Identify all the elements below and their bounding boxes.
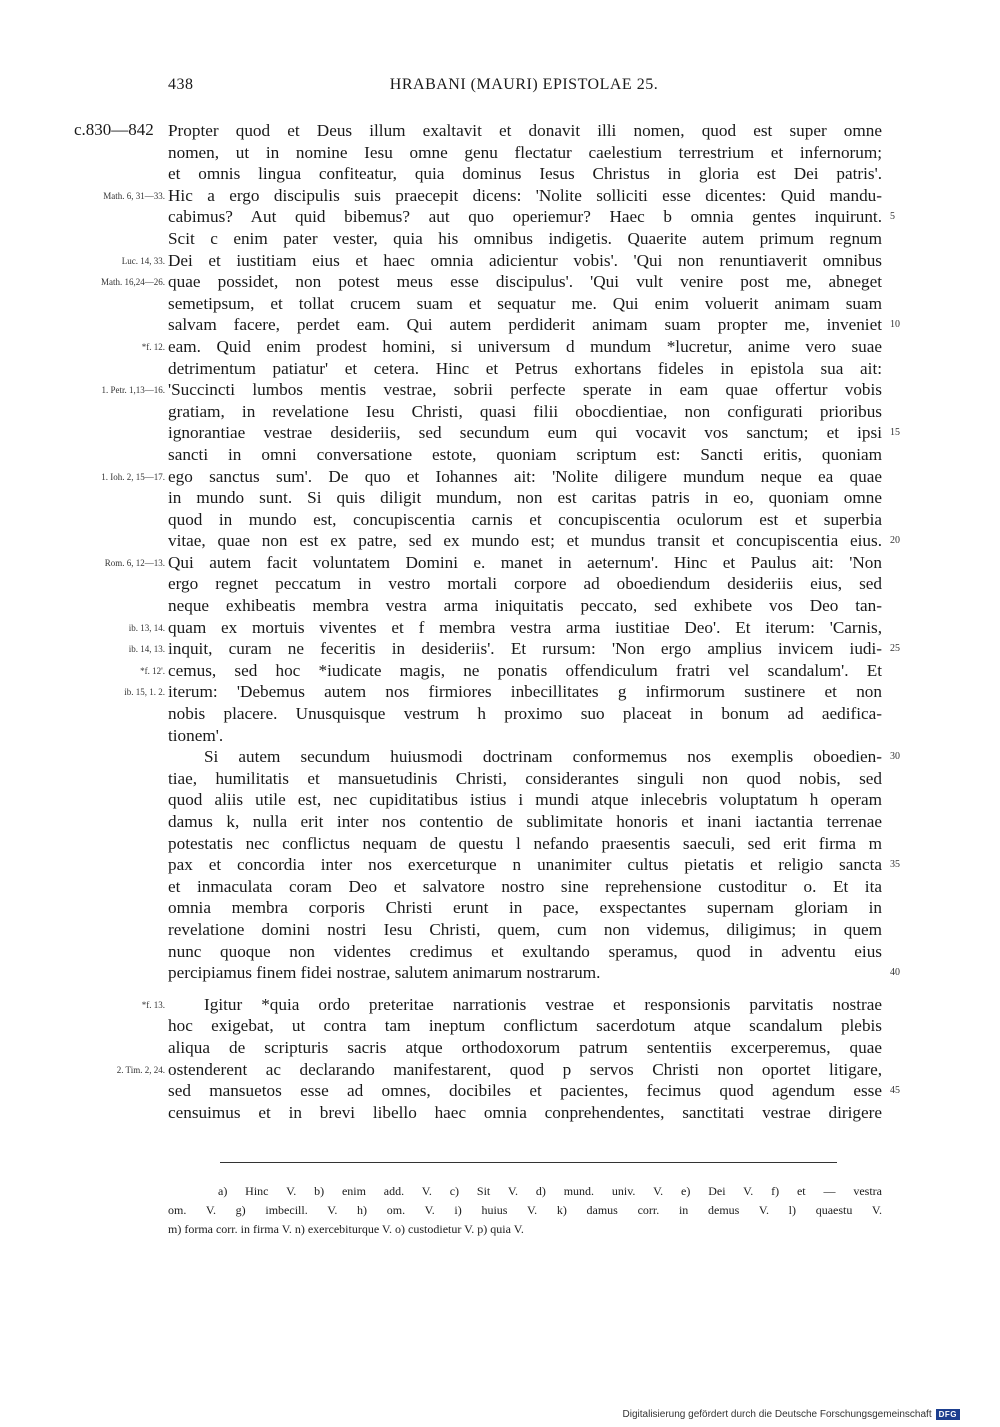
line-text: et inmaculata coram Deo et salvatore nostro sine reprehensione custoditur o. Et ita <box>168 876 882 896</box>
text-line <box>168 595 882 617</box>
line-text: Propter quod et Deus illum exaltavit et donavit illi nomen, quod est super omne <box>168 121 882 140</box>
text-line <box>168 530 900 552</box>
text-line <box>168 897 882 919</box>
line-text: eam. Quid enim prodest homini, si universum d mundum *lucretur, anime vero suae <box>168 336 882 356</box>
text-line <box>103 185 882 207</box>
date-margin-note: c.830—842 <box>74 120 154 139</box>
text-line <box>168 768 882 790</box>
line-text: nomen, ut in nomine Iesu omne genu flectatur caelestium terrestrium et infernorum; <box>168 142 882 162</box>
line-text: aliqua de scripturis sacris atque orthodoxorum patrum sententiis excerperemus, quae <box>168 1037 882 1057</box>
dfg-logo: DFG <box>936 1409 960 1420</box>
line-text: tiae, humilitatis et mansuetudinis Christi, considerantes singuli non quod nobis, sed <box>168 768 882 788</box>
bible-reference: *f. 12. <box>141 341 165 352</box>
line-text: in mundo sunt. Si quis diligit mundum, non est caritas patris in eo, quoniam omne <box>168 488 882 508</box>
text-line <box>124 681 882 703</box>
bible-reference: ib. 13, 14. <box>128 622 165 633</box>
line-text: Igitur *quia ordo preteritae narrationis vestrae et responsionis parvitatis nostrae <box>204 994 882 1014</box>
line-text: ergo regnet peccatum in vestro mortali corpore ad oboediendum desideriis eius, sed <box>168 574 882 594</box>
line-text: salvam facere, perdet eam. Qui autem perdiderit animam suam propter me, inveniet <box>168 315 882 335</box>
line-number: 45 <box>890 1085 900 1097</box>
footnotes <box>168 1182 882 1239</box>
line-text: 'Succincti lumbos mentis vestrae, sobrii perfecte sperate in eam quae offertur vobis <box>168 380 882 400</box>
text-line <box>104 552 882 574</box>
footnote-line: a) Hinc V. b) enim add. V. c) Sit V. d) mund. univ. V. e) Dei V. f) et — vestra <box>218 1184 882 1198</box>
line-text: Scit c enim pater vester, quia his omnibus indigetis. Quaerite autem primum regnum <box>168 228 882 248</box>
line-text: hoc exigebat, ut contra tam ineptum conflictum sacerdotum atque scandalum plebis <box>168 1016 882 1036</box>
text-line <box>168 206 895 228</box>
line-text: iterum: 'Debemus autem nos firmiores inbecillitates g infirmorum sustinere et non <box>168 682 882 702</box>
text-line <box>121 250 882 272</box>
text-line <box>168 876 882 898</box>
line-text: Qui autem facit voluntatem Domini e. manet in aeternum'. Hinc et Paulus ait: 'Non <box>168 552 882 572</box>
line-text: inquit, curam ne feceritis in desideriis'. Et rursum: 'Non ergo amplius invicem iudi- <box>168 639 882 659</box>
running-header <box>168 76 880 100</box>
line-text: vitae, quae non est ex patre, sed ex mundo est; et mundus transit et concupiscentia eius. <box>168 531 882 551</box>
line-text: censuimus et in brevi libello haec omnia conprehendentes, sanctitati vestrae dirigere <box>168 1102 882 1122</box>
line-text: sed mansuetos esse ad omnes, docibiles et pacientes, fecimus quod agendum esse <box>168 1081 882 1101</box>
line-number: 5 <box>890 211 895 223</box>
digitization-credit <box>623 1409 960 1420</box>
line-text: neque exhibeatis membra vestra arma iniquitatis peccato, sed exhibete vos Deo tan- <box>168 596 882 616</box>
text-line <box>168 142 882 164</box>
line-text: quam ex mortuis viventes et f membra vestra arma iustitiae Deo'. Et iterum: 'Carnis, <box>168 617 882 637</box>
line-text: tionem'. <box>168 725 224 745</box>
text-line <box>141 336 882 358</box>
text-line <box>168 163 882 185</box>
line-text: quod in mundo est, concupiscentia carnis et concupiscentia oculorum est et superbia <box>168 509 882 529</box>
text-line <box>168 962 900 984</box>
text-line <box>168 854 900 876</box>
text-line <box>168 703 882 725</box>
line-text: gratiam, in revelatione Iesu Christi, quasi filii obocdientiae, non configurati prioribus <box>168 401 882 421</box>
text-line <box>116 1059 882 1081</box>
bible-reference: ib. 14, 13. <box>128 644 165 655</box>
text-line <box>141 994 882 1016</box>
text-line <box>168 509 882 531</box>
text-line <box>168 1015 882 1037</box>
line-text: ignorantiae vestrae desideriis, sed secundum eum qui vocavit vos sanctum; et ipsi <box>168 423 882 443</box>
line-number: 10 <box>890 319 900 331</box>
bible-reference: *f. 12'. <box>140 665 165 676</box>
footnote-rule <box>220 1162 837 1163</box>
text-line <box>168 1037 882 1059</box>
line-text: omnia membra corporis Christi erunt in pace, exspectantes supernam gloriam in <box>168 898 882 918</box>
bible-reference: ib. 15, 1. 2. <box>124 687 165 698</box>
text-line <box>168 293 882 315</box>
text-line <box>168 789 882 811</box>
bible-reference: Rom. 6, 12—13. <box>104 557 165 568</box>
line-number: 35 <box>890 859 900 871</box>
text-line <box>168 1080 900 1102</box>
line-text: cabimus? Aut quid bibemus? aut quo operiemur? Haec b omnia gentes inquirunt. <box>168 207 882 227</box>
line-number: 40 <box>890 967 900 979</box>
paragraph-gap <box>168 984 882 994</box>
line-text: et omnis lingua confiteatur, quia dominus Iesus Christus in gloria est Dei patris'. <box>168 164 882 184</box>
line-text: percipiamus finem fidei nostrae, salutem animarum nostrarum. <box>168 963 601 983</box>
line-text: quod aliis utile est, nec cupiditatibus istius i mundi atque inlecebris voluptatum h operam <box>168 790 882 810</box>
line-text: sancti in omni conversatione estote, quoniam scriptum est: Sancti eritis, quoniam <box>168 444 882 464</box>
bible-reference: 1. Ioh. 2, 15—17. <box>101 471 165 482</box>
line-text: nunc quoque non videntes credimus et exultando speramus, quod in adventu eius <box>168 941 882 961</box>
text-line <box>168 487 882 509</box>
bible-reference: Math. 6, 31—33. <box>103 190 165 201</box>
text-line <box>168 228 882 250</box>
line-text: Dei et iustitiam eius et haec omnia adicientur vobis'. 'Qui non renuntiaverit omnibus <box>168 250 882 270</box>
footnote-line: m) forma corr. in firma V. n) exercebiturque V. o) custodietur V. p) quia V. <box>168 1222 524 1236</box>
bible-reference: *f. 13. <box>141 999 165 1010</box>
text-line <box>101 271 882 293</box>
line-text: quae possidet, non potest meus esse discipulus'. 'Qui vult venire post me, abneget <box>168 272 882 292</box>
text-line <box>168 401 882 423</box>
text-line <box>168 746 900 768</box>
text-line <box>168 358 882 380</box>
line-text: detrimentum patiatur' et cetera. Hinc et Petrus exhortans fideles in epistola sua ait: <box>168 358 882 378</box>
line-text: potestatis nec conflictus nequam de questu l nefando praesentis saeculi, sed erit firma m <box>168 833 882 853</box>
text-line <box>101 379 882 401</box>
text-line <box>168 1102 882 1124</box>
bible-reference: 2. Tim. 2, 24. <box>116 1064 165 1075</box>
bible-reference: Math. 16,24—26. <box>101 277 165 288</box>
text-line <box>168 725 882 747</box>
page-number: 438 <box>168 76 194 93</box>
text-line <box>168 422 900 444</box>
text-line <box>128 638 900 660</box>
text-line <box>140 660 882 682</box>
line-text: ego sanctus sum'. De quo et Iohannes ait: 'Nolite diligere mundum neque ea quae <box>168 466 882 486</box>
line-text: semetipsum, et tollat crucem suam et sequatur me. Qui enim voluerit animam suam <box>168 293 882 313</box>
line-text: damus k, nulla erit inter nos contentio de sublimitate honoris et inani iactantia terrenae <box>168 812 882 831</box>
line-number: 30 <box>890 751 900 763</box>
footnote-line: om. V. g) imbecill. V. h) om. V. i) huius V. k) damus corr. in demus V. l) quaestu V. <box>168 1203 882 1217</box>
credit-text: Digitalisierung gefördert durch die Deutsche Forschungsgemeinschaft <box>622 1409 932 1420</box>
line-text: nobis placere. Unusquisque vestrum h proximo suo placeat in bonum ad aedifica- <box>168 704 882 724</box>
text-line <box>101 466 882 488</box>
running-title: HRABANI (MAURI) EPISTOLAE 25. <box>389 76 659 93</box>
line-text: ostenderent ac declarando manifestarent, quod p servos Christi non oportet litigare, <box>168 1059 882 1079</box>
text-line <box>168 314 900 336</box>
text-line <box>168 919 882 941</box>
bible-reference: 1. Petr. 1,13—16. <box>101 385 165 396</box>
line-text: Si autem secundum huiusmodi doctrinam conformemus nos exemplis oboedien- <box>204 747 882 767</box>
line-number: 15 <box>890 427 900 439</box>
text-line <box>168 811 882 833</box>
text-line <box>168 444 882 466</box>
line-number: 25 <box>890 643 900 655</box>
text-line <box>168 573 882 595</box>
bible-reference: Luc. 14, 33. <box>121 255 165 266</box>
text-line <box>168 941 882 963</box>
text-line <box>128 617 882 639</box>
line-text: revelatione domini nostri Iesu Christi, quem, cum non videmus, diligimus; in quem <box>168 919 882 939</box>
line-number: 20 <box>890 535 900 547</box>
text-line <box>168 120 882 142</box>
line-text: Hic a ergo discipulis suis praecepit dicens: 'Nolite solliciti esse dicentes: Quid mandu- <box>168 185 882 205</box>
line-text: cemus, sed hoc *iudicate magis, ne ponatis offendiculum fratri vel scandalum'. Et <box>168 660 882 680</box>
line-text: pax et concordia inter nos exerceturque n unanimiter cultus pietatis et religio sancta <box>168 855 882 875</box>
text-line <box>168 833 882 855</box>
